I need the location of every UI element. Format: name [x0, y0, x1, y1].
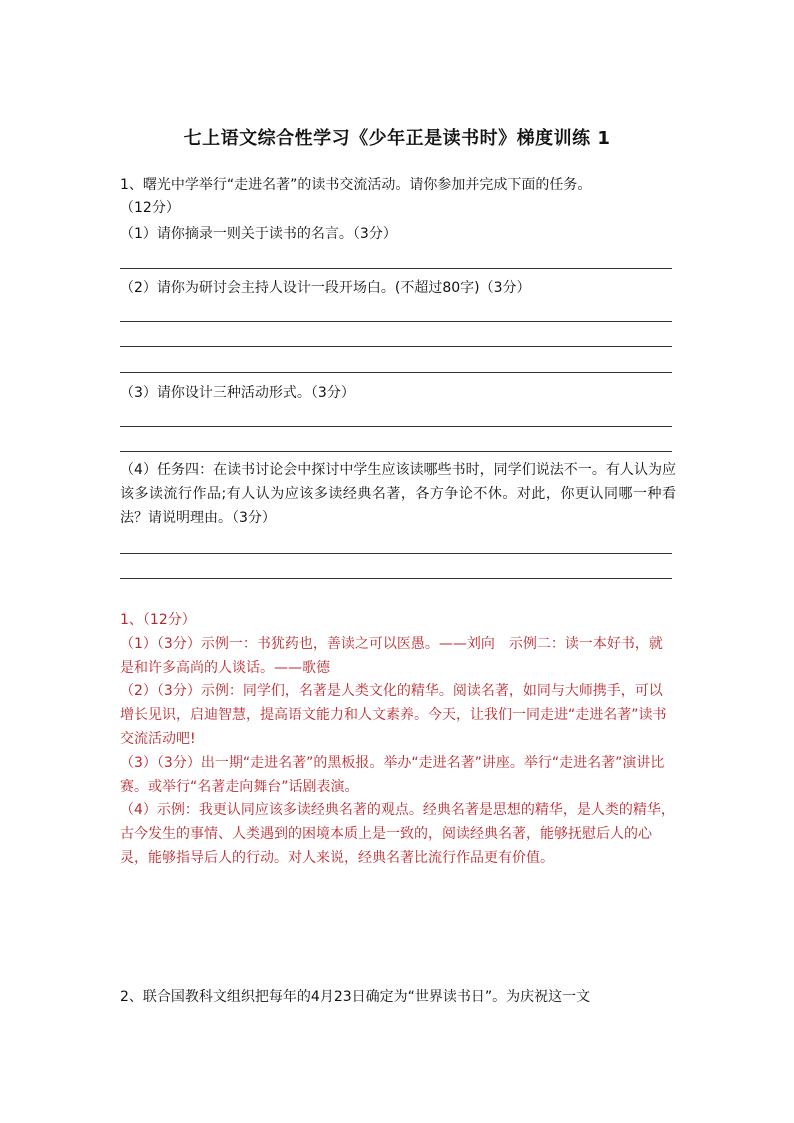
- answer-line: [120, 426, 672, 427]
- answer-1-prefix: （1）（3分）示例一：书犹药也，善读之可以医愚。: [120, 635, 439, 652]
- q1-sub2: （2）请你为研讨会主持人设计一段开场白。(不超过80字)（3分）: [120, 280, 531, 296]
- answer-3: [120, 752, 676, 800]
- answer-line: [120, 268, 672, 269]
- answer-line: [120, 578, 672, 579]
- answer-1-rest: 示例二：读一本好书，就是和许多高尚的人谈话。——歌德: [120, 635, 663, 676]
- q1-stem-line1: 1、曙光中学举行“走进名著”的读书交流活动。请你参加并完成下面的任务。: [120, 177, 592, 193]
- answer-section: [120, 609, 676, 871]
- q1-sub4: （4）任务四：在读书讨论会中探讨中学生应该读哪些书时，同学们说法不一。有人认为应该多读流行作品;有人认为应该多读经典名著，各方争论不休。对此，你更认同哪一种看法？请说明理由。（3分）: [120, 462, 676, 526]
- q1-stem-line2: （12分）: [120, 200, 180, 216]
- answer-1-dash: ——刘向: [438, 635, 495, 652]
- answer-3-part3: 讲座。举行: [481, 754, 552, 771]
- answer-4: （4）示例：我更认同应该多读经典名著的观点。经典名著是思想的精华，是人类的精华，古今发生的事情、人类遇到的困境本质上是一致的，阅读经典名著，能够抚慰后人的心灵，能够指导后人的行动。对人来说，经典名著比流行作品更有价值。: [120, 802, 675, 866]
- answer-3-part4: 演讲比赛。或举行“名著走向舞台”话剧表演。: [120, 754, 665, 795]
- answer-head: 1、（12分）: [120, 612, 196, 628]
- answer-2: （2）（3分）示例：同学们，名著是人类文化的精华。阅读名著，如同与大师携手，可以增长见识，启迪智慧，提高语文能力和人文素养。今天，让我们一同走进“走进名著”读书交流活动吧!: [120, 683, 667, 747]
- answer-line: [120, 346, 672, 347]
- answer-3-part1: （3）（3分）出一期: [120, 754, 243, 771]
- q2-stem-line1: 2、联合国教科文组织把每年的4月23日确定为“世界读书日”。为庆祝这一文: [120, 989, 591, 1005]
- page-title: 七上语文综合性学习《少年正是读书时》梯度训练 1: [183, 128, 611, 149]
- answer-3-quote1: “走进名著”: [242, 754, 314, 771]
- answer-3-part2: 的黑板报。举办: [313, 754, 412, 771]
- answer-3-quote2: “走进名著”: [411, 754, 482, 771]
- answer-3-quote3: “走进名著”: [551, 754, 623, 771]
- q1-sub3: （3）请你设计三种活动形式。（3分）: [120, 385, 355, 401]
- answer-1: [120, 633, 676, 681]
- q1-sub1: （1）请你摘录一则关于读书的名言。（3分）: [120, 226, 397, 242]
- answer-line: [120, 372, 672, 373]
- answer-line: [120, 321, 672, 322]
- answer-line: [120, 451, 672, 452]
- answer-line: [120, 553, 672, 554]
